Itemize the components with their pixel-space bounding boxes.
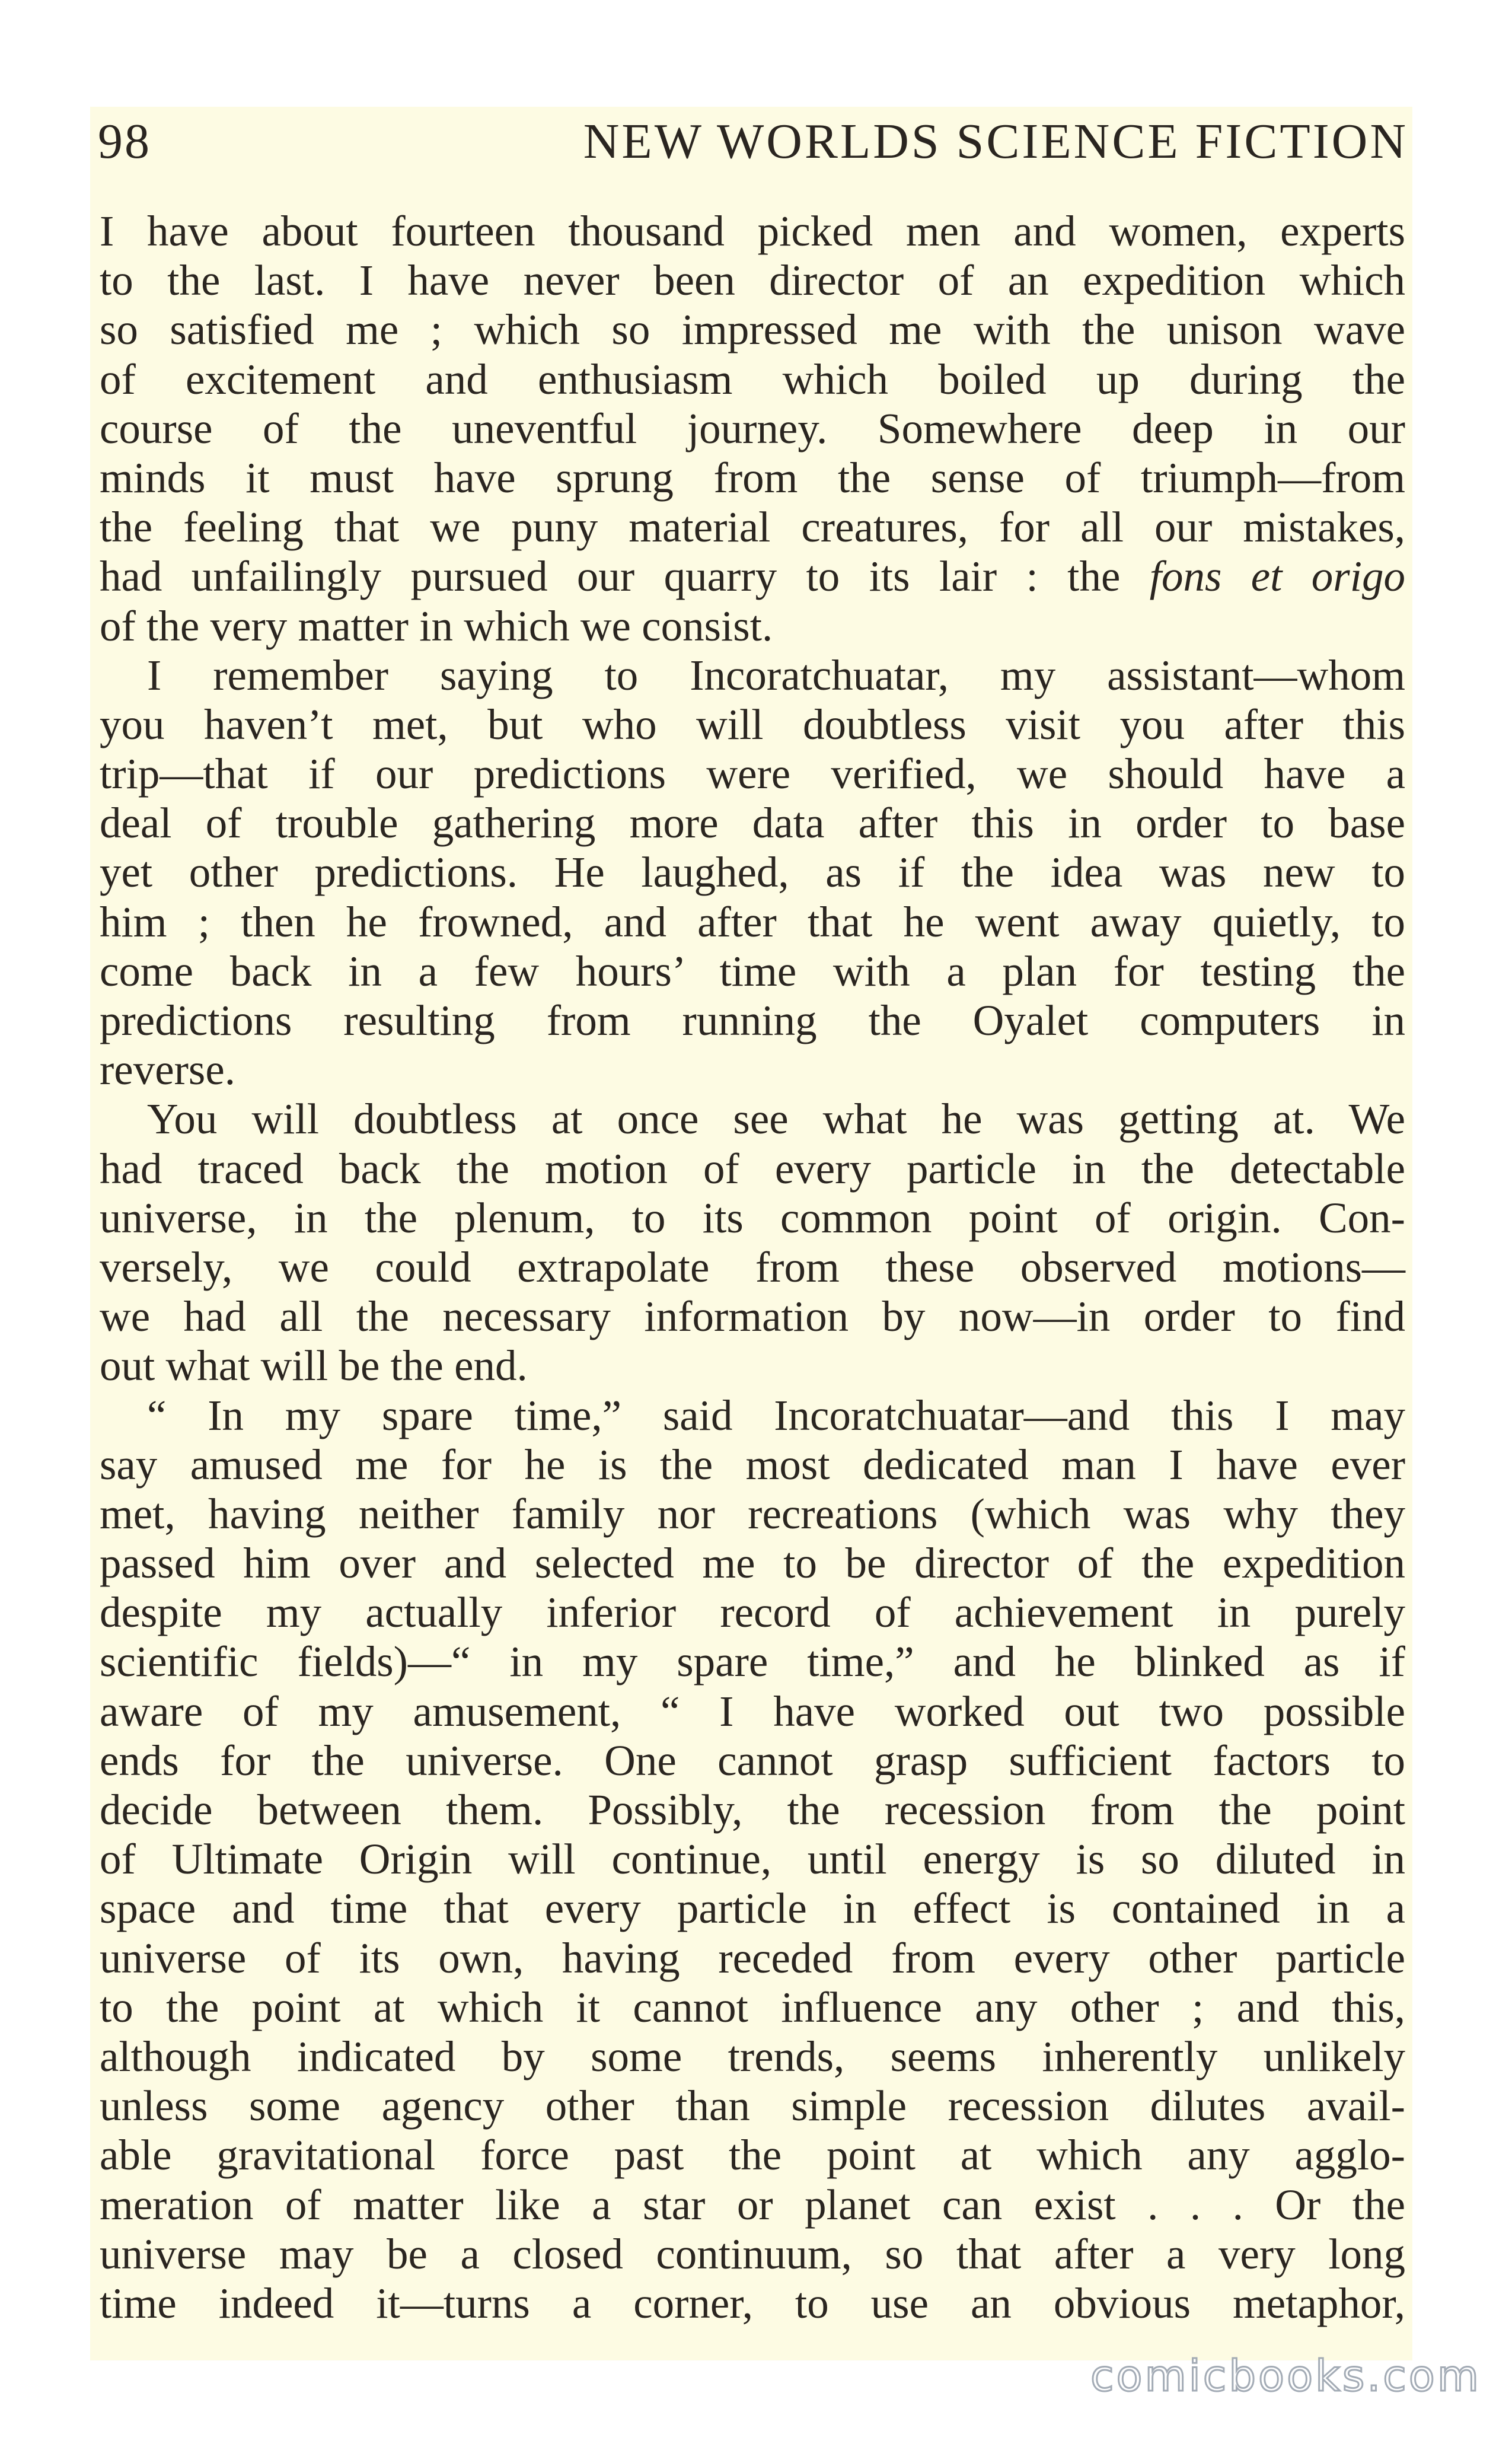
text-line: unless some agency other than simple recession dilutes avail-: [100, 2082, 1405, 2130]
text-line: space and time that every particle in effect is contained in a: [100, 1884, 1405, 1933]
text-line: to the point at which it cannot influence any other ; and this,: [100, 1983, 1405, 2031]
text-line: trip—that if our predictions were verified, we should have a: [100, 750, 1405, 798]
paragraph-start: You will doubtless at once see what he was getting at. We: [147, 1095, 1405, 1143]
text-line: decide between them. Possibly, the recession from the point: [100, 1786, 1405, 1834]
text-line: so satisfied me ; which so impressed me with the unison wave: [100, 305, 1405, 354]
text-line: predictions resulting from running the Oyalet computers in: [100, 996, 1405, 1044]
text-line: I have about fourteen thousand picked men and women, experts: [100, 207, 1405, 255]
story-text: [100, 206, 1405, 2328]
text-line: of Ultimate Origin will continue, until energy is so diluted in: [100, 1835, 1405, 1884]
text-line: you haven’t met, but who will doubtless visit you after this: [100, 700, 1405, 748]
text-line: come back in a few hours’ time with a plan for testing the: [100, 947, 1405, 995]
text-line: met, having neither family nor recreations (which was why they: [100, 1489, 1405, 1538]
running-title: NEW WORLDS SCIENCE FICTION: [583, 114, 1408, 169]
text-line: had traced back the motion of every particle in the detectable: [100, 1144, 1405, 1193]
text-line: universe may be a closed continuum, so that after a very long: [100, 2229, 1405, 2278]
text-line: universe of its own, having receded from every other particle: [100, 1933, 1405, 1982]
text-line-with-italic: [100, 552, 1405, 601]
watermark: comicbooks.com: [1090, 2351, 1481, 2401]
text-line: universe, in the plenum, to its common point of origin. Con-: [100, 1193, 1405, 1242]
text-line: able gravitational force past the point at which any agglo-: [100, 2131, 1405, 2180]
text-line: aware of my amusement, “ I have worked out two possible: [100, 1687, 1405, 1735]
text-line: to the last. I have never been director of an expedition which: [100, 256, 1405, 305]
text-line: say amused me for he is the most dedicated man I have ever: [100, 1440, 1405, 1489]
text-line: of the very matter in which we consist.: [100, 601, 773, 650]
text-line: despite my actually inferior record of achievement in purely: [100, 1588, 1405, 1637]
text-line: deal of trouble gathering more data after this in order to base: [100, 799, 1405, 847]
text-line: we had all the necessary information by now—in order to find: [100, 1292, 1405, 1341]
text-line: ends for the universe. One cannot grasp sufficient factors to: [100, 1736, 1405, 1785]
text-line: passed him over and selected me to be director of the expedition: [100, 1539, 1405, 1588]
text-line: reverse.: [100, 1046, 235, 1094]
text-line: of excitement and enthusiasm which boiled up during the: [100, 355, 1405, 403]
text-line-start: had unfailingly pursued our quarry to its lair : the: [100, 552, 1150, 601]
text-line: out what will be the end.: [100, 1342, 528, 1390]
text-line: meration of matter like a star or planet can exist . . . Or the: [100, 2180, 1405, 2229]
text-line: minds it must have sprung from the sense of triumph—from: [100, 453, 1405, 502]
text-line: the feeling that we puny material creatures, for all our mistakes,: [100, 503, 1405, 552]
text-line: course of the uneventful journey. Somewhere deep in our: [100, 404, 1405, 453]
paragraph-start: I remember saying to Incoratchuatar, my assistant—whom: [147, 651, 1405, 699]
text-line: versely, we could extrapolate from these observed motions—: [100, 1242, 1405, 1291]
text-line: yet other predictions. He laughed, as if the idea was new to: [100, 848, 1405, 897]
page-header: [98, 113, 1408, 184]
paragraph-start: “ In my spare time,” said Incoratchuatar—and this I may: [147, 1391, 1405, 1439]
page-number: 98: [98, 114, 151, 169]
italic-phrase: fons et origo: [1149, 552, 1405, 601]
text-line: him ; then he frowned, and after that he went away quietly, to: [100, 897, 1405, 946]
text-line: scientific fields)—“ in my spare time,” and he blinked as if: [100, 1637, 1405, 1686]
text-line: although indicated by some trends, seems inherently unlikely: [100, 2032, 1405, 2080]
text-line: time indeed it—turns a corner, to use an obvious metaphor,: [100, 2279, 1405, 2327]
